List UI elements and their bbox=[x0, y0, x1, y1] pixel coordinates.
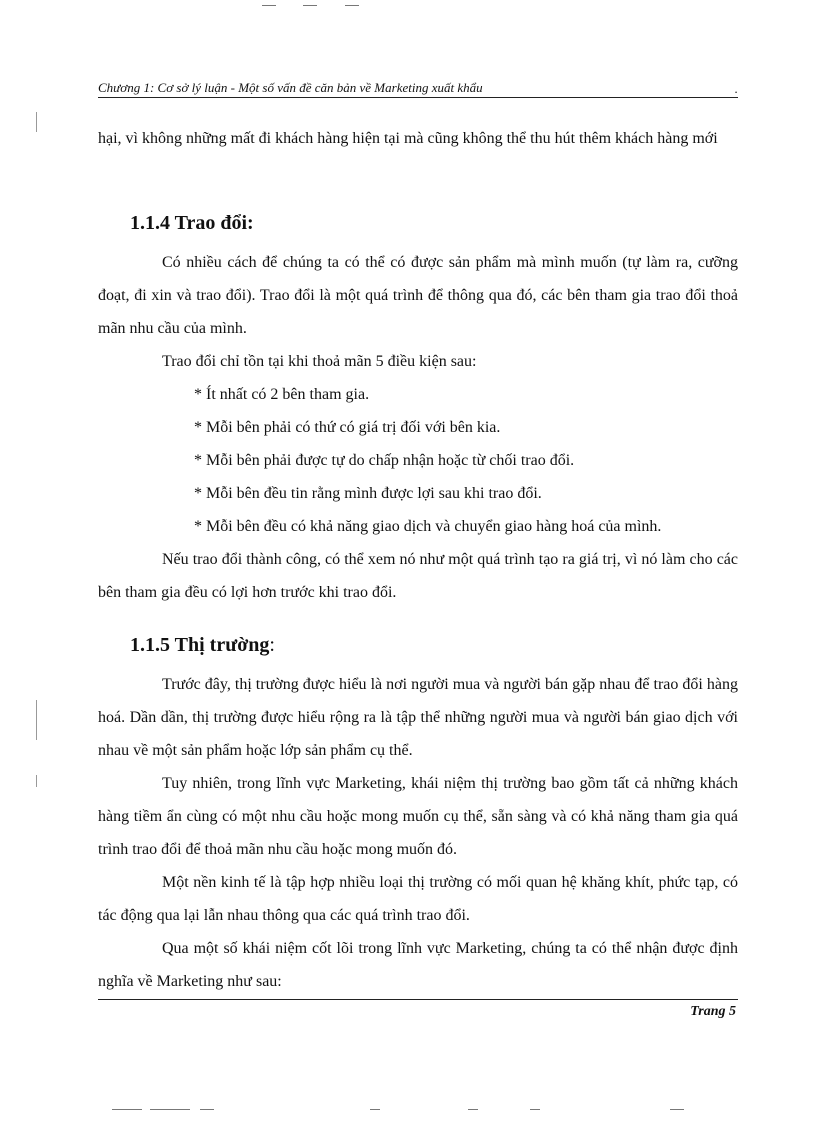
paragraph: Nếu trao đổi thành công, có thể xem nó như một quá trình tạo ra giá trị, vì nó làm cho các bên tham gia đều có lợi hơn trước khi trao đổi. bbox=[98, 551, 738, 601]
scan-artifact bbox=[150, 1109, 190, 1110]
paragraph: Trước đây, thị trường được hiểu là nơi người mua và người bán gặp nhau để trao đổi hàng hoá. Dần dần, thị trường được hiểu rộng ra là tập thể những người mua và người bán giao dịch với nhau về một sản phẩm hoặc lớp sản phẩm cụ thể. bbox=[98, 676, 738, 759]
continuation-text bbox=[98, 122, 738, 155]
condition-item: * Mỗi bên đều có khả năng giao dịch và chuyển giao hàng hoá của mình. bbox=[194, 518, 662, 535]
page-number: Trang 5 bbox=[690, 1004, 736, 1019]
section-heading-1-1-4: 1.1.4 Trao đổi: bbox=[130, 212, 254, 234]
paragraph: Trao đổi chỉ tồn tại khi thoả mãn 5 điều kiện sau: bbox=[162, 353, 477, 370]
chapter-title: Chương 1: Cơ sở lý luận - Một số vấn đề căn bản về Marketing xuất khẩu bbox=[98, 80, 483, 95]
scan-artifact bbox=[468, 1109, 478, 1110]
scan-artifact bbox=[112, 1109, 142, 1110]
paragraph: hại, vì không những mất đi khách hàng hiện tại mà cũng không thể thu hút thêm khách hàng mới bbox=[98, 130, 718, 147]
paragraph: Tuy nhiên, trong lĩnh vực Marketing, khái niệm thị trường bao gồm tất cả những khách hàng tiềm ẩn cùng có một nhu cầu hoặc mong muốn cụ thể, sẵn sàng và có khả năng tham gia quá trình trao đổi để thoả mãn nhu cầu hoặc mong muốn đó. bbox=[98, 775, 738, 858]
scan-artifact bbox=[200, 1109, 214, 1110]
scan-artifact bbox=[345, 5, 359, 6]
heading-colon: : bbox=[269, 634, 275, 656]
scan-artifact bbox=[36, 775, 37, 787]
condition-item: * Mỗi bên đều tin rằng mình được lợi sau khi trao đổi. bbox=[194, 485, 542, 502]
scan-artifact bbox=[303, 5, 317, 6]
scan-artifact bbox=[530, 1109, 540, 1110]
scan-artifact bbox=[370, 1109, 380, 1110]
condition-item: * Mỗi bên phải được tự do chấp nhận hoặc từ chối trao đổi. bbox=[194, 452, 575, 469]
paragraph: Một nền kinh tế là tập hợp nhiều loại thị trường có mối quan hệ khăng khít, phức tạp, có tác động qua lại lẫn nhau thông qua các quá trình trao đổi. bbox=[98, 874, 738, 924]
scan-artifact bbox=[36, 700, 37, 740]
condition-item: * Ít nhất có 2 bên tham gia. bbox=[194, 386, 370, 403]
running-header bbox=[98, 80, 738, 98]
paragraph: Có nhiều cách để chúng ta có thể có được sản phẩm mà mình muốn (tự làm ra, cưỡng đoạt, đi xin và trao đổi). Trao đổi là một quá trình để thông qua đó, các bên tham gia trao đổi thoả mãn nhu cầu của mình. bbox=[98, 254, 738, 337]
header-trailing-mark: . bbox=[734, 81, 738, 96]
section-1-1-5-body bbox=[98, 668, 738, 998]
condition-item: * Mỗi bên phải có thứ có giá trị đối với bên kia. bbox=[194, 419, 501, 436]
scan-artifact bbox=[36, 112, 37, 132]
paragraph: Qua một số khái niệm cốt lõi trong lĩnh vực Marketing, chúng ta có thể nhận được định nghĩa về Marketing như sau: bbox=[98, 940, 738, 990]
section-heading-1-1-5: 1.1.5 Thị trường: bbox=[130, 634, 275, 656]
scan-artifact bbox=[670, 1109, 684, 1110]
section-1-1-4-body bbox=[98, 246, 738, 609]
footer-rule bbox=[98, 999, 738, 1000]
scan-artifact bbox=[262, 5, 276, 6]
